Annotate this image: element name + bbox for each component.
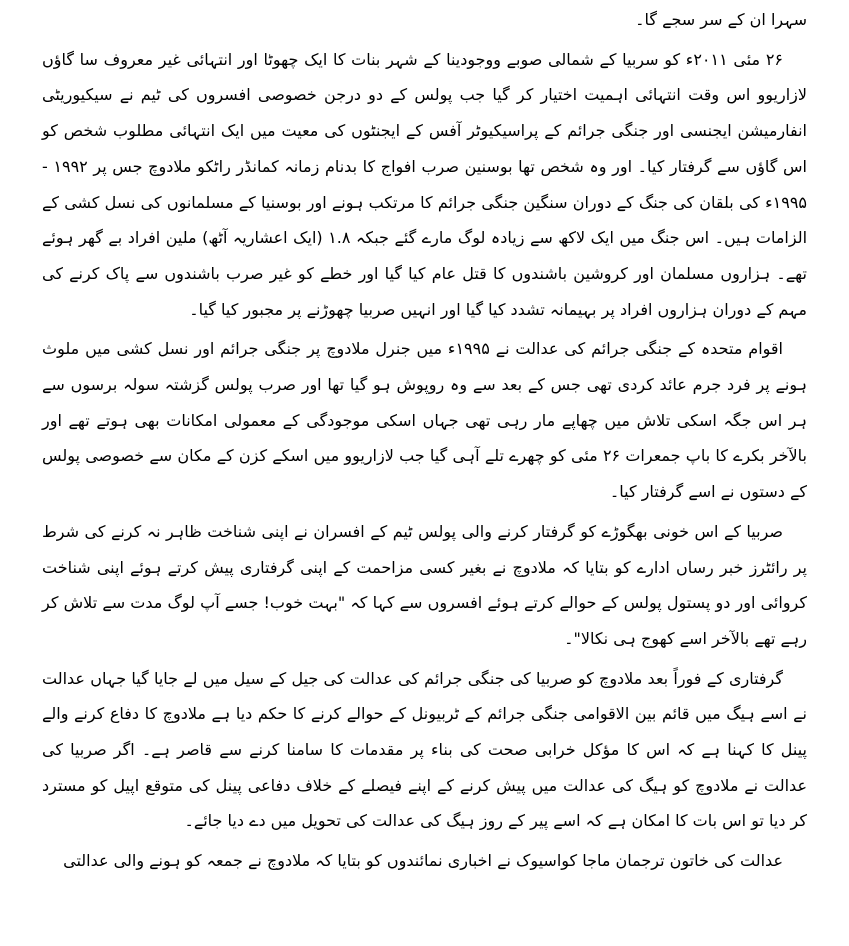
paragraph-arrest-report: ۲۶ مئی ۲۰۱۱ء کو سربیا کے شمالی صوبے ووجودینا کے شہر بنات کا ایک چھوٹا اور انتہائی غیر معروف سا گاؤں لازاریوو اس وقت انتہائی اہمیت اختیار کر گیا جب پولس کے دو درجن خصوصی افسروں کی ٹیم نے سیکیوریٹی انفارمیشن ایجنسی اور جنگی جرائم کے پراسیکیوٹر آفس کے ایجنٹوں کی معیت میں ایک انتہائی مطلوب شخص کو اس گاؤں سے گرفتار کیا۔ اور وہ شخص تھا بوسنین صرب افواج کا بدنام زمانہ کمانڈر راٹکو ملادوچ جس پر ۱۹۹۲ - ۱۹۹۵ء کی بلقان کی جنگ کے دوران سنگین جنگی جرائم کا مرتکب ہونے اور بوسنیا کے مسلمانوں کی نسل کشی کے الزامات ہیں۔ اس جنگ میں ایک لاکھ سے زیادہ لوگ مارے گئے جبکہ ۱.۸ (ایک اعشاریہ آٹھ) ملین افراد بے گھر ہوئے تھے۔ ہزاروں مسلمان اور کروشین باشندوں کا قتل عام کیا گیا اور خطے کو غیر صرب باشندوں سے پاک کرنے کی مہم کے دوران ہزاروں افراد پر بہیمانہ تشدد کیا گیا اور انہیں صربیا چھوڑنے پر مجبور کیا گیا۔ (42, 49, 808, 319)
paragraph-police-statement: صربیا کے اس خونی بھگوڑے کو گرفتار کرنے والی پولس ٹیم کے افسران نے اپنی شناخت ظاہر نہ کرنے کی شرط پر رائٹرز خبر رساں ادارے کو بتایا کہ ملادوچ نے بغیر کسی مزاحمت کے اپنی گرفتاری پیش کرتے ہوئے اپنی شناخت کروائی اور دو پستول پولس کے حوالے کرتے ہوئے افسروں سے کہا کہ "بہت خوب! جسے آپ لوگ مدت سے تلاش کر رہے تھے بالآخر اسے کھوج ہی نکالا"۔ (42, 521, 808, 648)
paragraph-un-tribunal: اقوام متحدہ کے جنگی جرائم کی عدالت نے ۱۹۹۵ء میں جنرل ملادوچ پر جنگی جرائم اور نسل کشی میں ملوث ہونے پر فرد جرم عائد کردی تھی جس کے بعد سے وہ روپوش ہو گیا تھا اور صرب پولس گزشتہ سولہ برسوں سے ہر اس جگہ اسکی تلاش میں چھاپے مار رہی تھی جہاں اسکی موجودگی کے معمولی امکانات بھی ہوتے تھے اور بالآخر بکرے کا باپ جمعرات ۲۶ مئی کو چھرے تلے آہی گیا جب لازاریوو میں اسکے کزن کے مکان سے خصوصی پولس کے دستوں نے اسے گرفتار کیا۔ (42, 339, 808, 502)
paragraph-court-proceedings: گرفتاری کے فوراً بعد ملادوچ کو صربیا کی جنگی جرائم کی عدالت کی جیل کے سیل میں لے جایا گیا جہاں عدالت نے اسے ہیگ میں قائم بین الاقوامی جنگی جرائم کے ٹربیونل کے حوالے کرنے کا حکم دیا ہے ملادوچ کا دفاع کرنے والے پینل کا کہنا ہے کہ اس کا مؤکل خرابی صحت کی بناء پر مقدمات کا سامنا کرنے سے قاصر ہے۔ اگر صربیا کی عدالت نے ملادوچ کو ہیگ کی عدالت میں پیش کرنے کے اپنے فیصلے کے خلاف دفاعی پینل کی متوقع اپیل کو مسترد کر دیا تو اس بات کا امکان ہے کہ اسے پیر کے روز ہیگ کی عدالت کی تحویل میں دے دیا جائے۔ (42, 668, 807, 831)
paragraph-spokeswoman: عدالت کی خاتون ترجمان ماجا کواسیوک نے اخباری نمائندوں کو بتایا کہ ملادوچ نے جمعہ کو ہونے والی عدالتی (63, 851, 783, 871)
paragraph-opening-line: سہرا ان کے سر سجے گا۔ (635, 10, 807, 29)
